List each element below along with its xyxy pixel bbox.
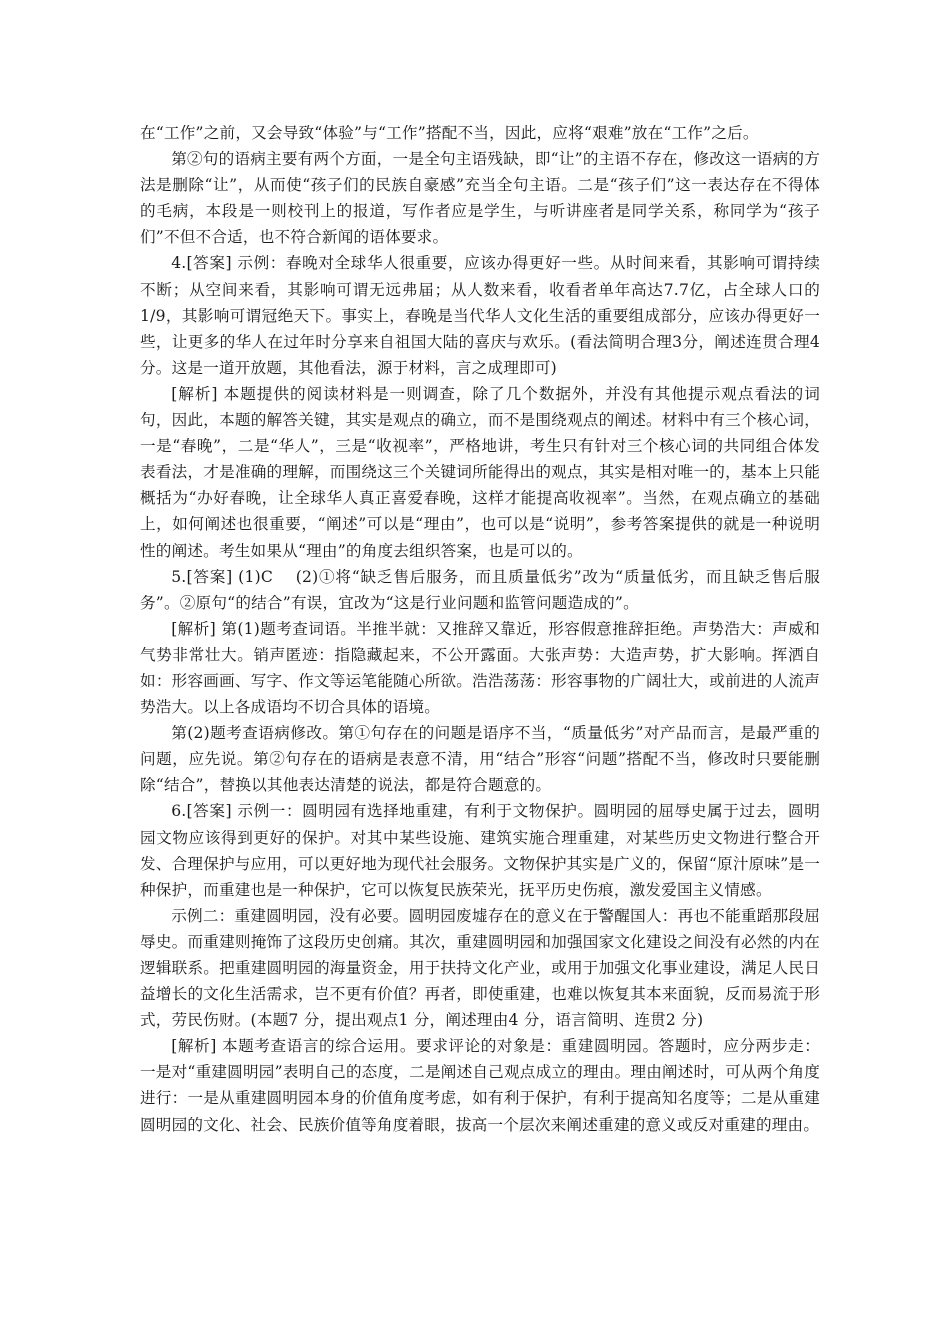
paragraph-answer-6-example-1: 6.[答案] 示例一：圆明园有选择地重建，有利于文物保护。圆明园的屈辱史属于过去，圆明园文物应该得到更好的保护。对其中某些设施、建筑实施合理重建，对某些历史文物进行整合开发、合理保护与应用，可以更好地为现代社会服务。文物保护其实是广义的，保留“原汁原味”是一种保护，而重建也是一种保护，它可以恢复民族荣光，抚平历史伤痕，激发爱国主义情感。 [140, 802, 820, 899]
paragraph-analysis-6: [解析] 本题考查语言的综合运用。要求评论的对象是：重建圆明园。答题时，应分两步走：一是对“重建圆明园”表明自己的态度，二是阐述自己观点成立的理由。理由阐述时，可从两个角度进行：一是从重建圆明园本身的价值角度考虑，如有利于保护，有利于提高知名度等；二是从重建圆明园的文化、社会、民族价值等角度着眼，拔高一个层次来阐述重建的意义或反对重建的理由。 [140, 1037, 820, 1134]
paragraph-analysis-5-part-1: [解析] 第(1)题考查词语。半推半就：又推辞又靠近，形容假意推辞拒绝。声势浩大：声威和气势非常壮大。销声匿迹：指隐藏起来，不公开露面。大张声势：大造声势，扩大影响。挥洒自如：形容画画、写字、作文等运笔能随心所欲。浩浩荡荡：形容事物的广阔壮大，或前进的人流声势浩大。以上各成语均不切合具体的语境。 [140, 619, 820, 717]
paragraph-continuation: 在“工作”之前，又会导致“体验”与“工作”搭配不当，因此，应将“艰难”放在“工作”之后。 [140, 124, 759, 142]
paragraph-analysis-4: [解析] 本题提供的阅读材料是一则调查，除了几个数据外，并没有其他提示观点看法的词句，因此，本题的解答关键，其实是观点的确立，而不是围绕观点的阐述。材料中有三个核心词，一是“春晚”，二是“华人”，三是“收视率”，严格地讲，考生只有针对三个核心词的共同组合体发表看法，才是准确的理解，而围绕这三个关键词所能得出的观点，其实是相对唯一的，基本上只能概括为“办好春晚，让全球华人真正喜爱春晚，这样才能提高收视率”。当然，在观点确立的基础上，如何阐述也很重要，“阐述”可以是“理由”，也可以是“说明”，参考答案提供的就是一种说明性的阐述。考生如果从“理由”的角度去组织答案，也是可以的。 [140, 384, 820, 560]
paragraph-analysis-sentence-2: 第②句的语病主要有两个方面，一是全句主语残缺，即“让”的主语不存在，修改这一语病的方法是删除“让”，从而使“孩子们的民族自豪感”充当全句主语。二是“孩子们”这一表达存在不得体的毛病，本段是一则校刊上的报道，写作者应是学生，与听讲座者是同学关系，称同学为“孩子们”不但不合适，也不符合新闻的语体要求。 [140, 150, 820, 247]
paragraph-analysis-5-part-2: 第(2)题考查语病修改。第①句存在的问题是语序不当，“质量低劣”对产品而言，是最严重的问题，应先说。第②句存在的语病是表意不清，用“结合”形容“问题”搭配不当，修改时只要能删除“结合”，替换以其他表达清楚的说法，都是符合题意的。 [140, 724, 820, 795]
paragraph-answer-4: 4.[答案] 示例：春晚对全球华人很重要，应该办得更好一些。从时间来看，其影响可谓持续不断；从空间来看，其影响可谓无远弗届；从人数来看，收看者单年高达7.7亿，占全球人口的1/9，其影响可谓冠绝天下。事实上，春晚是当代华人文化生活的重要组成部分，应该办得更好一些，让更多的华人在过年时分享来自祖国大陆的喜庆与欢乐。(看法简明合理3分，阐述连贯合理4分。这是一道开放题，其他看法，源于材料，言之成理即可) [140, 254, 820, 377]
paragraph-answer-5: 5.[答案] (1)C (2)①将“缺乏售后服务，而且质量低劣”改为“质量低劣，而且缺乏售后服务”。②原句“的结合”有误，宜改为“这是行业问题和监管问题造成的”。 [140, 567, 820, 612]
paragraph-answer-6-example-2: 示例二：重建圆明园，没有必要。圆明园废墟存在的意义在于警醒国人：再也不能重蹈那段屈辱史。而重建则掩饰了这段历史创痛。其次，重建圆明园和加强国家文化建设之间没有必然的内在逻辑联系。把重建圆明园的海量资金，用于扶持文化产业，或用于加强文化事业建设，满足人民日益增长的文化生活需求，岂不更有价值？再者，即使重建，也难以恢复其本来面貌，反而易流于形式，劳民伤财。(本题7 分，提出观点1 分，阐述理由4 分，语言简明、连贯2 分) [140, 906, 820, 1030]
document-body [140, 120, 820, 1138]
